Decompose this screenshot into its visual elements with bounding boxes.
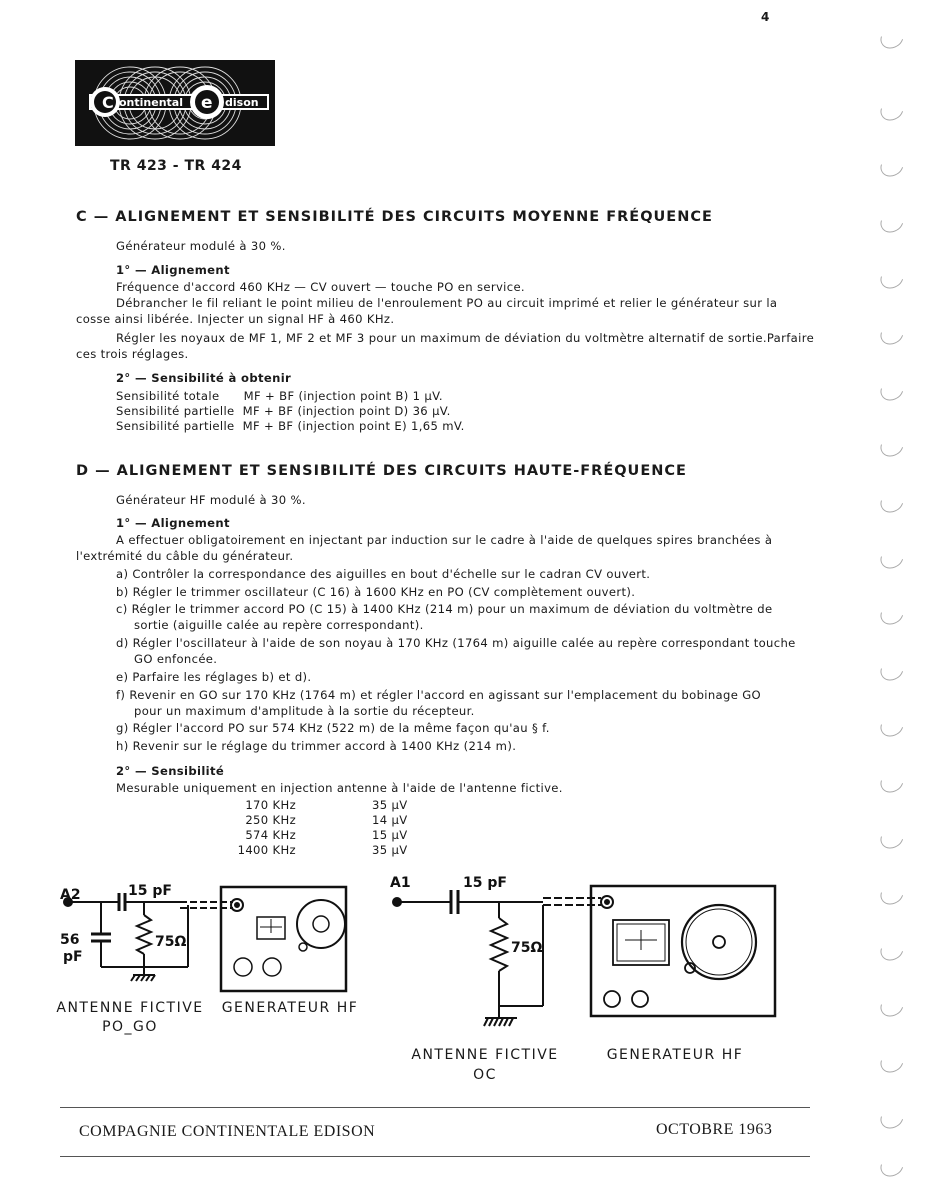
section-c-sub2: 2° — Sensibilité à obtenir xyxy=(116,371,292,385)
section-c-p1: Fréquence d'accord 460 KHz — CV ouvert — touche PO en service. xyxy=(116,280,525,294)
sensitivity-line-3: Sensibilité partielle MF + BF (injection point E) 1,65 mV. xyxy=(116,419,465,433)
section-c-p2b: cosse ainsi libérée. Injecter un signal HF à 460 KHz. xyxy=(76,312,395,326)
sensitivity-line-2: Sensibilité partielle MF + BF (injection point D) 36 µV. xyxy=(116,404,451,418)
freq-2: 250 KHz xyxy=(245,813,296,827)
section-c-p3a: Régler les noyaux de MF 1, MF 2 et MF 3 pour un maximum de déviation du voltmètre alternatif de sortie.Parfaire xyxy=(116,331,815,345)
section-d-generator: Générateur HF modulé à 30 %. xyxy=(116,493,306,507)
caption-oc: OC xyxy=(473,1067,497,1083)
section-d-intro-b: l'extrémité du câble du générateur. xyxy=(76,549,294,563)
section-c-title: C — ALIGNEMENT ET SENSIBILITÉ DES CIRCUITS MOYENNE FRÉQUENCE xyxy=(76,209,713,225)
step-f: f) Revenir en GO sur 170 KHz (1764 m) et régler l'accord en agissant sur l'emplacement du bobinage GO xyxy=(116,688,762,702)
terminal-label-a2: A2 xyxy=(60,887,81,903)
cap-label-15pf-left: 15 pF xyxy=(128,883,172,899)
resistor-label-right: 75Ω xyxy=(511,940,543,956)
section-d-intro-a: A effectuer obligatoirement en injectant par induction sur le cadre à l'aide de quelques spires branchées à xyxy=(116,533,773,547)
step-g: g) Régler l'accord PO sur 574 KHz (522 m) de la même façon qu'au § f. xyxy=(116,721,550,735)
logo-letter-c: C xyxy=(102,93,114,112)
freq-4: 1400 KHz xyxy=(237,843,296,857)
page-number: 4 xyxy=(761,10,770,24)
caption-generateur-right: GENERATEUR HF xyxy=(606,1047,744,1063)
cap-label-56: 56 xyxy=(60,932,80,948)
terminal-label-a1: A1 xyxy=(390,875,411,891)
level-3: 15 µV xyxy=(372,828,408,842)
step-h: h) Revenir sur le réglage du trimmer accord à 1400 KHz (214 m). xyxy=(116,739,517,753)
section-d-title: D — ALIGNEMENT ET SENSIBILITÉ DES CIRCUITS HAUTE-FRÉQUENCE xyxy=(76,463,687,479)
step-d-cont: GO enfoncée. xyxy=(134,652,218,666)
step-b: b) Régler le trimmer oscillateur (C 16) à 1600 KHz en PO (CV complètement ouvert). xyxy=(116,585,636,599)
freq-3: 574 KHz xyxy=(245,828,296,842)
model-numbers: TR 423 - TR 424 xyxy=(110,158,242,174)
level-4: 35 µV xyxy=(372,843,408,857)
schematic-antenna-oc xyxy=(385,870,785,1040)
footer-company: COMPAGNIE CONTINENTALE EDISON xyxy=(79,1123,376,1140)
level-1: 35 µV xyxy=(372,798,408,812)
section-d-sub2: 2° — Sensibilité xyxy=(116,764,225,778)
cap-label-15pf-right: 15 pF xyxy=(463,875,507,891)
footer-top-rule xyxy=(60,1107,810,1108)
step-c: c) Régler le trimmer accord PO (C 15) à 1400 KHz (214 m) pour un maximum de déviation du voltmètre de xyxy=(116,602,773,616)
step-c-cont: sortie (aiguille calée au repère correspondant). xyxy=(134,618,424,632)
footer-bottom-rule xyxy=(60,1156,810,1157)
logo-letter-e: e xyxy=(201,93,213,113)
caption-antenne-fictive-right: ANTENNE FICTIVE xyxy=(411,1047,559,1063)
section-c-sub1: 1° — Alignement xyxy=(116,263,230,277)
logo-word-dison: dison xyxy=(225,96,259,109)
continental-edison-logo xyxy=(75,60,275,146)
section-d-sub1: 1° — Alignement xyxy=(116,516,230,530)
step-e: e) Parfaire les réglages b) et d). xyxy=(116,670,312,684)
section-d-measure: Mesurable uniquement en injection antenne à l'aide de l'antenne fictive. xyxy=(116,781,563,795)
section-c-p2a: Débrancher le fil reliant le point milieu de l'enroulement PO au circuit imprimé et relier le générateur sur la xyxy=(116,296,778,310)
step-d: d) Régler l'oscillateur à l'aide de son noyau à 170 KHz (1764 m) aiguille calée au repère correspondant touche xyxy=(116,636,796,650)
freq-1: 170 KHz xyxy=(245,798,296,812)
logo-word-continental: ontinental xyxy=(119,96,183,109)
resistor-label-left: 75Ω xyxy=(155,934,187,950)
generator-hf-left-icon xyxy=(221,887,346,991)
terminal-a1 xyxy=(393,898,401,906)
sensitivity-line-1: Sensibilité totale MF + BF (injection point B) 1 µV. xyxy=(116,389,443,403)
section-c-p3b: ces trois réglages. xyxy=(76,347,189,361)
level-2: 14 µV xyxy=(372,813,408,827)
section-c-generator: Générateur modulé à 30 %. xyxy=(116,239,286,253)
step-f-cont: pour un maximum d'amplitude à la sortie du récepteur. xyxy=(134,704,475,718)
caption-po-go: PO_GO xyxy=(102,1019,158,1035)
cap-label-pf: pF xyxy=(63,949,83,965)
caption-generateur-left: GENERATEUR HF xyxy=(221,1000,359,1016)
footer-date: OCTOBRE 1963 xyxy=(656,1121,773,1138)
step-a: a) Contrôler la correspondance des aiguilles en bout d'échelle sur le cadran CV ouvert. xyxy=(116,567,651,581)
caption-antenne-fictive-left: ANTENNE FICTIVE xyxy=(56,1000,204,1016)
generator-hf-right-icon xyxy=(591,886,775,1016)
binder-rings xyxy=(876,20,916,1180)
